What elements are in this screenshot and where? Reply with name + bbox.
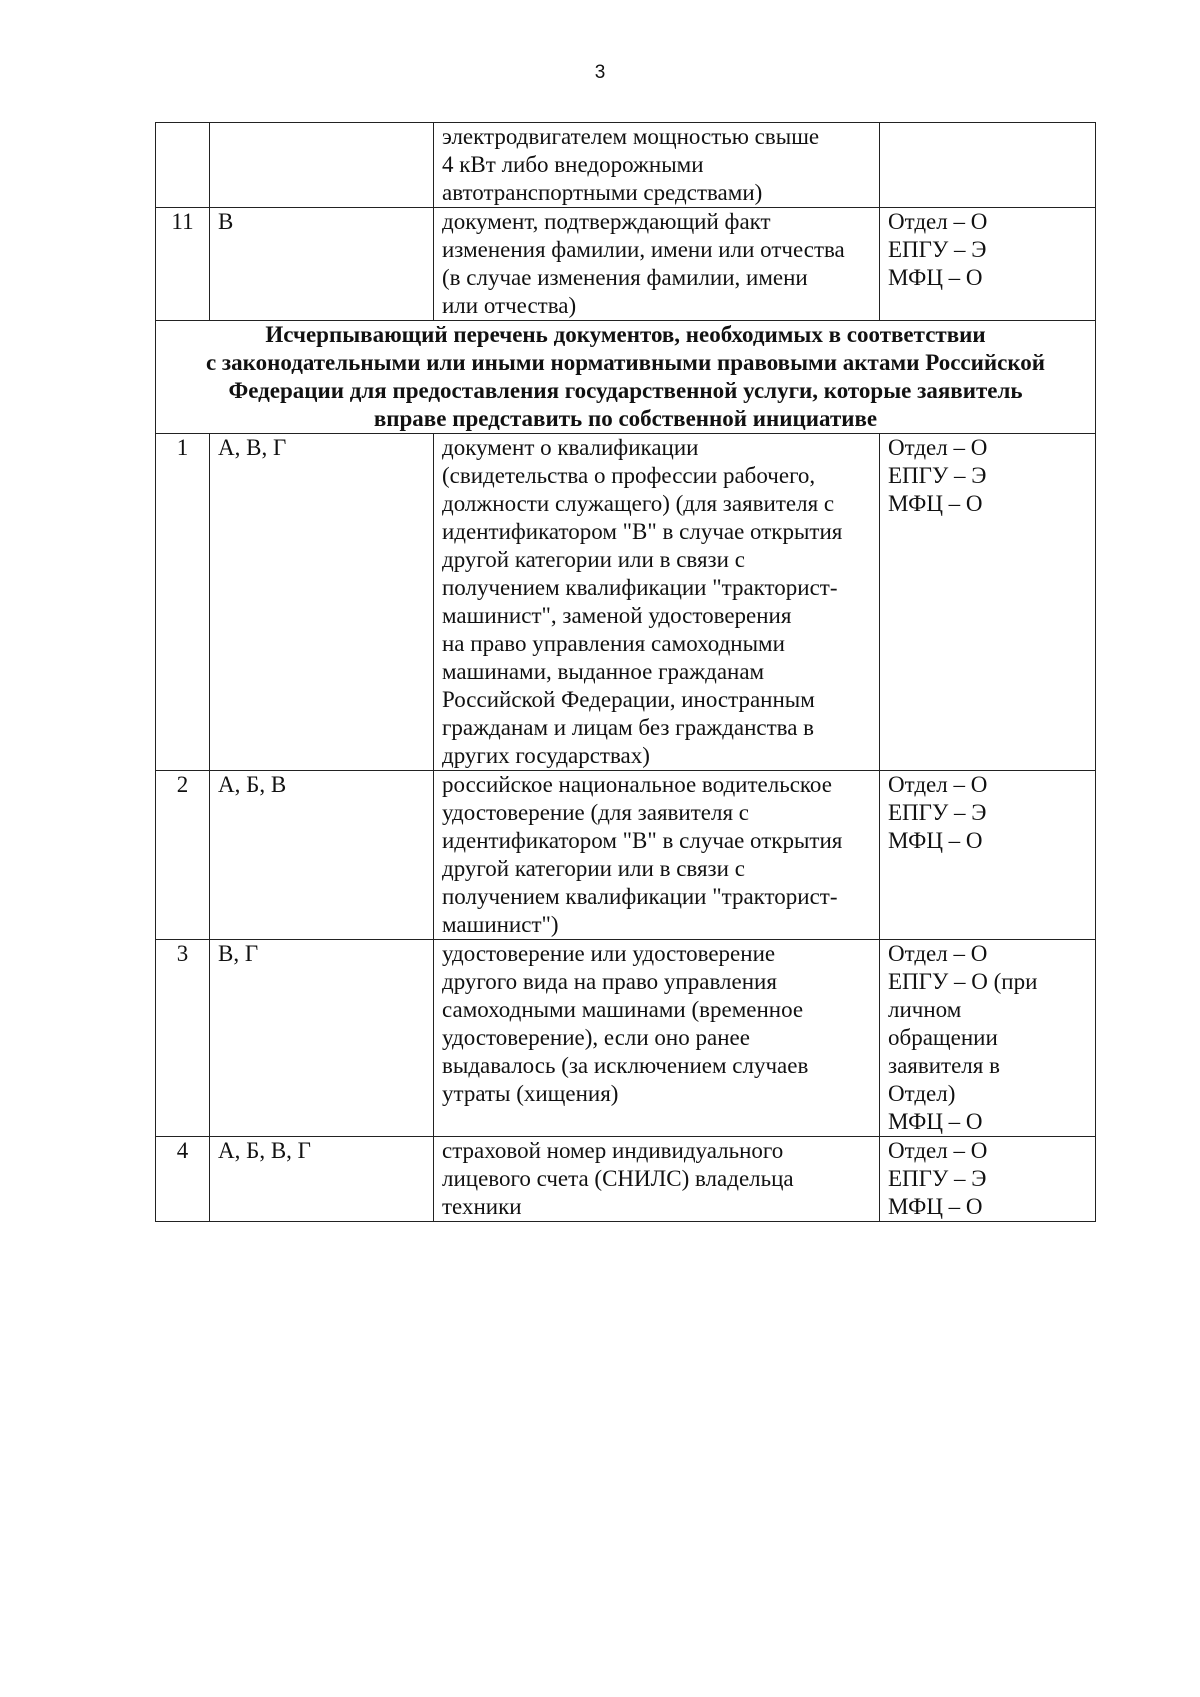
document-description-cell <box>434 1137 880 1222</box>
document-description-cell <box>434 940 880 1137</box>
document-description-line: машинист") <box>442 912 559 937</box>
documents-table <box>155 122 1096 1222</box>
document-description-line: другой категории или в связи с <box>442 547 745 572</box>
table-row <box>156 434 1096 771</box>
submission-method-line: МФЦ – О <box>888 1194 983 1219</box>
document-description-line: получением квалификации "тракторист- <box>442 884 838 909</box>
document-description-line: или отчества) <box>442 293 577 318</box>
row-number-cell: 1 <box>156 434 210 771</box>
submission-method-cell <box>880 208 1096 321</box>
table-row <box>156 208 1096 321</box>
document-description-line: другой категории или в связи с <box>442 856 745 881</box>
submission-method-line: заявителя в <box>888 1053 1000 1078</box>
section-heading-line: с законодательными или иными нормативными правовыми актами Российской <box>205 350 1046 375</box>
document-description-line: машинами, выданное гражданам <box>442 659 765 684</box>
submission-method-line: МФЦ – О <box>888 828 983 853</box>
section-heading-row <box>156 321 1096 434</box>
submission-method-line: Отдел – О <box>888 941 988 966</box>
submission-method-line: ЕПГУ – О (при <box>888 969 1038 994</box>
document-description-line: страховой номер индивидуального <box>442 1138 784 1163</box>
submission-method-line: обращении <box>888 1025 998 1050</box>
document-description-line: удостоверение), если оно ранее <box>442 1025 750 1050</box>
row-number-cell: 3 <box>156 940 210 1137</box>
submission-method-cell <box>880 771 1096 940</box>
document-description-line: техники <box>442 1194 522 1219</box>
document-description-cell <box>434 208 880 321</box>
document-description-line: должности служащего) (для заявителя с <box>442 491 835 516</box>
row-number-cell: 2 <box>156 771 210 940</box>
document-description-line: лицевого счета (СНИЛС) владельца <box>442 1166 794 1191</box>
document-description-line: российское национальное водительское <box>442 772 832 797</box>
document-description-line: электродвигателем мощностью свыше <box>442 124 820 149</box>
applicant-ids-cell: В, Г <box>210 940 434 1137</box>
applicant-ids-cell: А, Б, В, Г <box>210 1137 434 1222</box>
submission-method-cell <box>880 123 1096 208</box>
document-description-line: гражданам и лицам без гражданства в <box>442 715 815 740</box>
document-description-line: идентификатором "В" в случае открытия <box>442 519 843 544</box>
section-heading <box>156 321 1096 434</box>
document-description-line: удостоверение или удостоверение <box>442 941 776 966</box>
row-number-cell: 11 <box>156 208 210 321</box>
table-row <box>156 940 1096 1137</box>
applicant-ids-cell <box>210 123 434 208</box>
submission-method-line: Отдел – О <box>888 1138 988 1163</box>
document-description-line: удостоверение (для заявителя с <box>442 800 749 825</box>
document-description-cell <box>434 434 880 771</box>
document-description-line: других государствах) <box>442 743 650 768</box>
section-heading-line: вправе представить по собственной инициативе <box>373 406 878 431</box>
submission-method-line: Отдел – О <box>888 435 988 460</box>
table-row <box>156 1137 1096 1222</box>
table-row <box>156 123 1096 208</box>
submission-method-line: ЕПГУ – Э <box>888 800 987 825</box>
submission-method-line: МФЦ – О <box>888 265 983 290</box>
submission-method-line: ЕПГУ – Э <box>888 463 987 488</box>
document-description-line: самоходными машинами (временное <box>442 997 804 1022</box>
submission-method-cell <box>880 434 1096 771</box>
table-row <box>156 771 1096 940</box>
submission-method-line: ЕПГУ – Э <box>888 1166 987 1191</box>
document-description-line: получением квалификации "тракторист- <box>442 575 838 600</box>
row-number-cell <box>156 123 210 208</box>
submission-method-cell <box>880 940 1096 1137</box>
submission-method-cell <box>880 1137 1096 1222</box>
applicant-ids-cell: А, Б, В <box>210 771 434 940</box>
submission-method-line: Отдел) <box>888 1081 956 1106</box>
document-description-line: утраты (хищения) <box>442 1081 619 1106</box>
document-description-line: 4 кВт либо внедорожными <box>442 152 704 177</box>
submission-method-line: МФЦ – О <box>888 1109 983 1134</box>
submission-method-line: Отдел – О <box>888 209 988 234</box>
applicant-ids-cell: В <box>210 208 434 321</box>
documents-table-body <box>156 123 1096 1222</box>
document-description-line: выдавалось (за исключением случаев <box>442 1053 809 1078</box>
document-description-line: (свидетельства о профессии рабочего, <box>442 463 816 488</box>
document-description-line: машинист", заменой удостоверения <box>442 603 792 628</box>
document-description-line: документ о квалификации <box>442 435 699 460</box>
document-description-line: документ, подтверждающий факт <box>442 209 771 234</box>
row-number-cell: 4 <box>156 1137 210 1222</box>
document-description-line: автотранспортными средствами) <box>442 180 763 205</box>
document-description-cell <box>434 123 880 208</box>
submission-method-line: личном <box>888 997 962 1022</box>
document-description-line: Российской Федерации, иностранным <box>442 687 815 712</box>
submission-method-line: МФЦ – О <box>888 491 983 516</box>
section-heading-line: Исчерпывающий перечень документов, необходимых в соответствии <box>265 322 986 347</box>
submission-method-line: ЕПГУ – Э <box>888 237 987 262</box>
document-description-line: (в случае изменения фамилии, имени <box>442 265 808 290</box>
document-description-cell <box>434 771 880 940</box>
document-description-line: идентификатором "В" в случае открытия <box>442 828 843 853</box>
submission-method-line: Отдел – О <box>888 772 988 797</box>
page-number: 3 <box>594 62 606 83</box>
applicant-ids-cell: А, В, Г <box>210 434 434 771</box>
document-description-line: на право управления самоходными <box>442 631 785 656</box>
document-description-line: изменения фамилии, имени или отчества <box>442 237 845 262</box>
section-heading-line: Федерации для предоставления государственной услуги, которые заявитель <box>228 378 1023 403</box>
document-description-line: другого вида на право управления <box>442 969 777 994</box>
